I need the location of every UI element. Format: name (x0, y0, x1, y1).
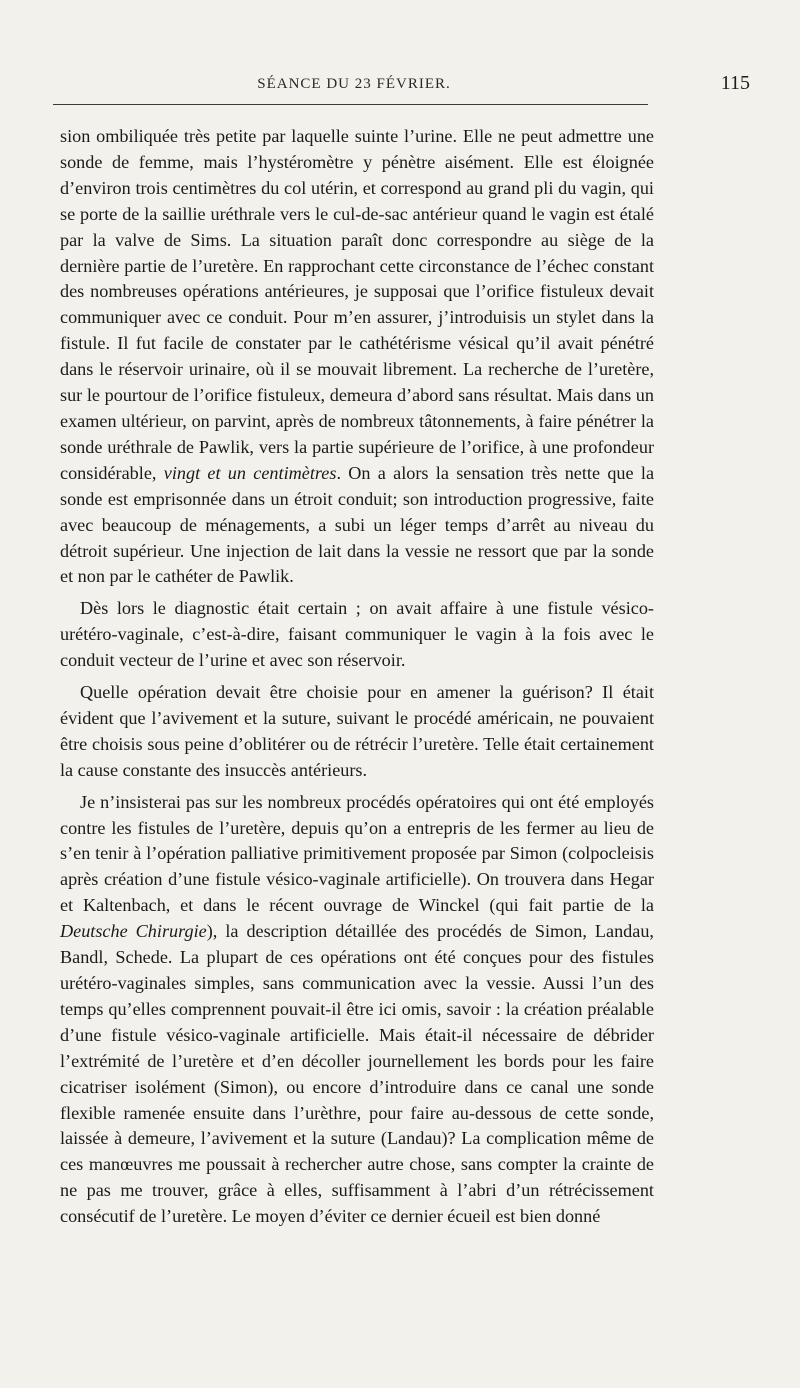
paragraph-4-text: Je n’insisterai pas sur les nombreux procédés opératoires qui ont été employés contre les fistules de l’uretère, depuis qu’on a entrepris de les fermer au lieu de s’en tenir à l’opération palliative primitivement proposée par Simon (colpocleisis après création d’une fistule vésico-vaginale artificielle). On trouvera dans Hegar et Kaltenbach, et dans le récent ouvrage de Winckel (qui fait partie de la (60, 791, 654, 916)
paragraph-3: Quelle opération devait être choisie pour en amener la guérison? Il était évident que l’avivement et la suture, suivant le procédé américain, ne pouvaient être choisis sous peine d’oblitérer ou de rétrécir l’uretère. Telle était certainement la cause constante des insuccès antérieurs. (60, 682, 654, 780)
paragraph-1 (60, 124, 654, 590)
paragraph-2: Dès lors le diagnostic était certain ; on avait affaire à une fistule vésico-urétéro-vaginale, c’est-à-dire, faisant communiquer le vagin à la fois avec le conduit vecteur de l’urine et avec son réservoir. (60, 598, 654, 671)
italic-book-title: Deutsche Chirurgie (60, 921, 207, 942)
body-text (60, 124, 654, 1230)
running-head: SÉANCE DU 23 FÉVRIER. (257, 76, 451, 92)
paragraph-1-text: sion ombiliquée très petite par laquelle suinte l’urine. Elle ne peut admettre une sonde de femme, mais l’hystéromètre y pénètre aisément. Elle est éloignée d’environ trois centimètres du col utérin, et correspond au grand pli du vagin, qui se porte de la saillie uréthrale vers le cul-de-sac antérieur quand le vagin est étalé par la valve de Sims. La situation paraît donc correspondre au siège de la dernière partie de l’uretère. En rapprochant cette circonstance de l’échec constant des nombreuses opérations antérieures, je supposai que l’orifice fistuleux devait communiquer avec ce conduit. Pour m’en assurer, j’introduisis un stylet dans la fistule. Il fut facile de constater par le cathétérisme vésical qu’il avait pénétré dans le réservoir urinaire, où il se mouvait librement. La recherche de l’uretère, sur le pourtour de l’orifice fistuleux, demeura d’abord sans résultat. Mais dans un examen ultérieur, on parvint, après de nombreux tâtonnements, à faire pénétrer la sonde uréthrale de Pawlik, vers la partie supérieure de l’orifice, à une profondeur considérable, (60, 126, 654, 483)
header-rule (53, 104, 648, 105)
page-header (50, 64, 750, 104)
paragraph-4 (60, 790, 654, 1230)
italic-measure: vingt et un centimètres (163, 462, 337, 483)
paragraph-1-text-end: . On a alors la sensation très nette que la sonde est emprisonnée dans un étroit conduit; son introduction progressive, faite avec beaucoup de ménagements, a subi un léger temps d’arrêt au niveau du détroit supérieur. Une injection de lait dans la vessie ne ressort que par la sonde et non par le cathéter de Pawlik. (60, 462, 655, 587)
page-number: 115 (720, 72, 750, 94)
paragraph-4-text-end: ), la description détaillée des procédés de Simon, Landau, Bandl, Schede. La plupart de ces opérations ont été conçues pour des fistules urétéro-vaginales simples, sans communication avec la vessie. Aussi l’un des temps qu’elles comprennent pouvait-il être ici omis, savoir : la création préalable d’une fistule vésico-vaginale artificielle. Mais était-il nécessaire de débrider l’extrémité de l’uretère et d’en décoller journellement les bords pour les faire cicatriser isolément (Simon), ou encore d’introduire dans ce canal une sonde flexible ramenée ensuite dans l’urèthre, pour faire au-dessous de cette sonde, laissée à demeure, l’avivement et la suture (Landau)? La complication même de ces manœuvres me poussait à rechercher autre chose, sans compter la crainte de ne pas me trouver, grâce à elles, suffisamment à l’abri d’un rétrécissement consécutif de l’uretère. Le moyen d’éviter ce dernier écueil est bien donné (60, 921, 654, 1227)
